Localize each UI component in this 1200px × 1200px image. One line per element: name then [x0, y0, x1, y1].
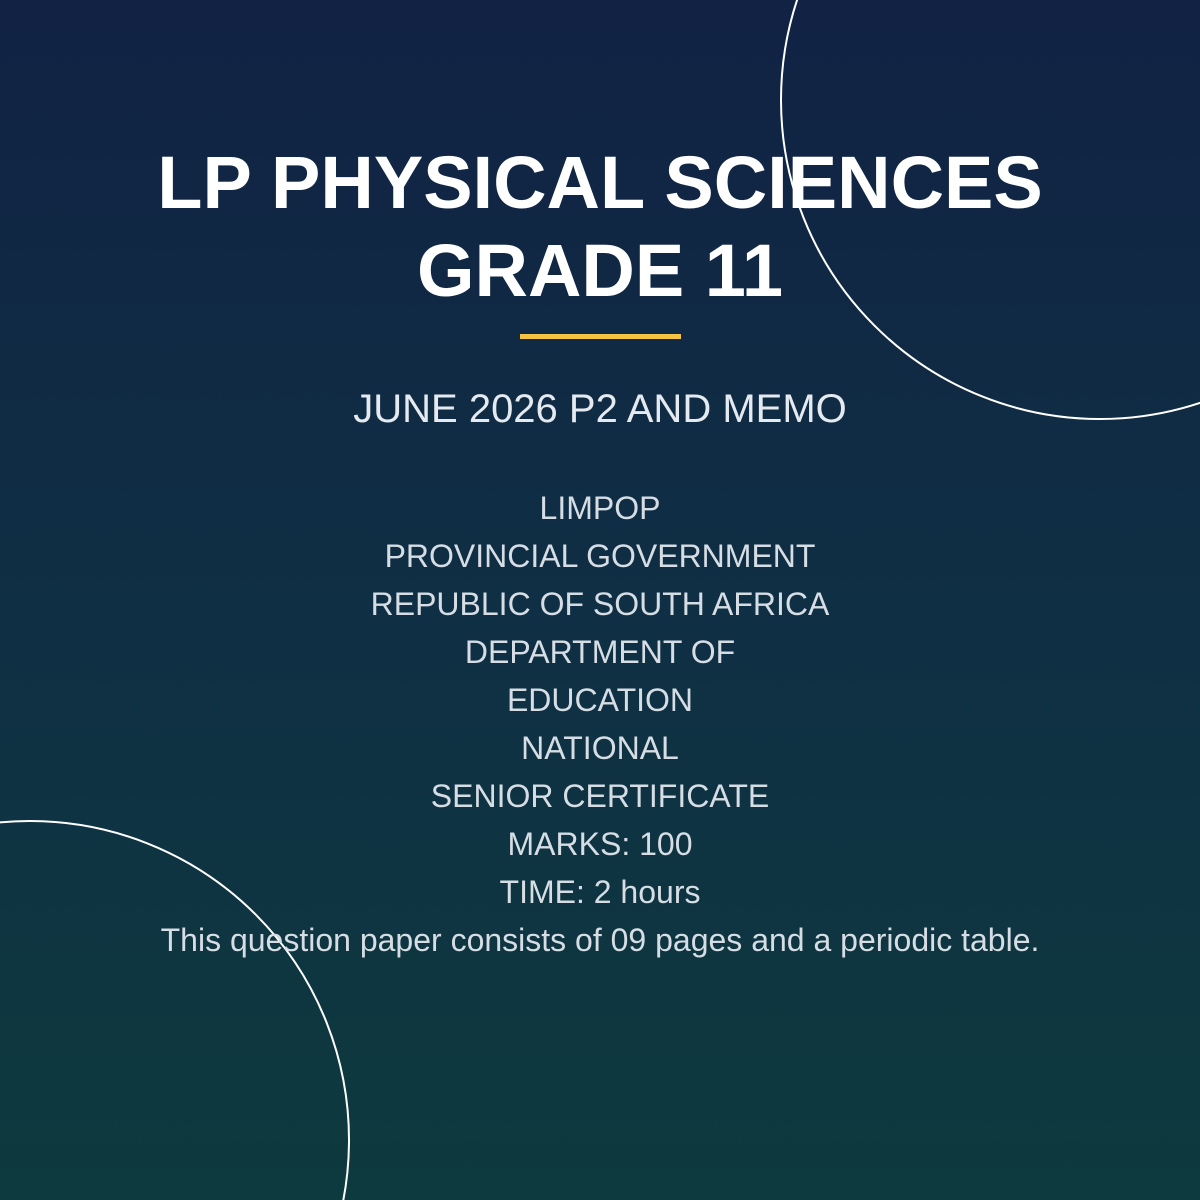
accent-divider	[520, 334, 681, 339]
info-line: SENIOR CERTIFICATE	[430, 778, 770, 814]
title-line-1: LP PHYSICAL SCIENCES	[157, 141, 1043, 224]
info-line: MARKS: 100	[507, 826, 693, 862]
info-line: TIME: 2 hours	[499, 874, 701, 910]
info-line: PROVINCIAL GOVERNMENT	[384, 538, 816, 574]
subtitle: JUNE 2026 P2 AND MEMO	[353, 387, 847, 431]
info-line: DEPARTMENT OF	[464, 634, 736, 670]
info-line: REPUBLIC OF SOUTH AFRICA	[370, 586, 830, 622]
info-list	[0, 484, 1200, 964]
info-line: NATIONAL	[521, 730, 679, 766]
info-line: EDUCATION	[506, 682, 694, 718]
info-line: This question paper consists of 09 pages and a periodic table.	[160, 922, 1040, 958]
title-line-2: GRADE 11	[416, 229, 784, 312]
info-line: LIMPOP	[539, 490, 661, 526]
